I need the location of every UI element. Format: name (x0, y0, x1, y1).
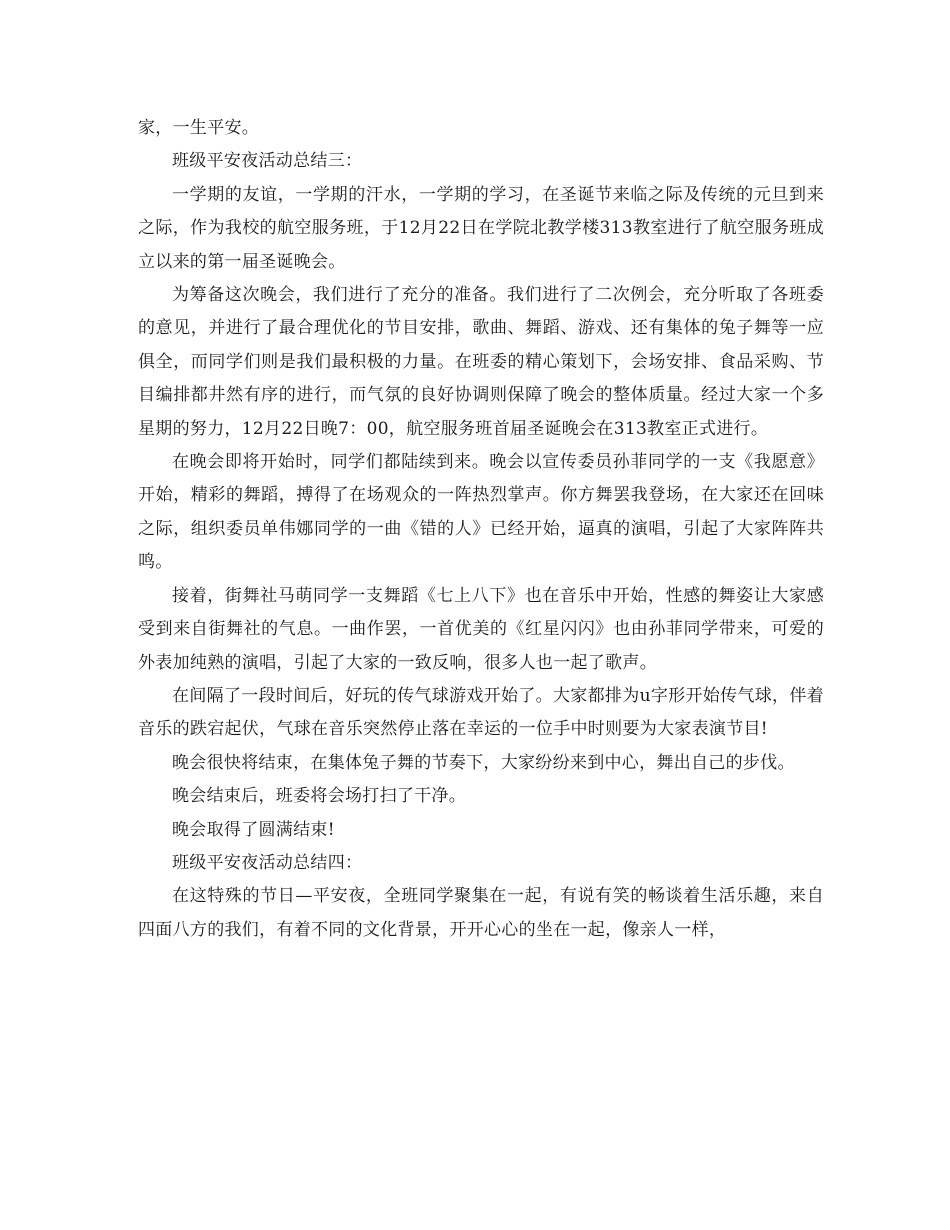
paragraph-conclusion: 晚会取得了圆满结束! (172, 819, 335, 840)
paragraph-preparation: 为筹备这次晚会，我们进行了充分的准备。我们进行了二次例会，充分听取了各班委的意见，并进行了最合理优化的节目安排，歌曲、舞蹈、游戏、还有集体的兔子舞等一应俱全，而同学们则是我们最积极的力量。在班委的精心策划下，会场安排、食品采购、节目编排都井然有序的进行，而气氛的良好协调则保障了晚会的整体质量。经过大家一个多星期的努力，12月22日晚7：00，航空服务班首届圣诞晚会在313教室正式进行。 (138, 285, 824, 439)
paragraph-cleanup: 晚会结束后，班委将会场打扫了干净。 (172, 786, 467, 807)
paragraph-performances: 接着，街舞社马萌同学一支舞蹈《七上八下》也在音乐中开始，性感的舞姿让大家感受到来自街舞社的气息。一曲作罢，一首优美的《红星闪闪》也由孙菲同学带来，可爱的外表加纯熟的演唱，引起了大家的一致反响，很多人也一起了歌声。 (138, 585, 824, 673)
paragraph-party-opening: 在晚会即将开始时，同学们都陆续到来。晚会以宣传委员孙菲同学的一支《我愿意》开始，精彩的舞蹈，搏得了在场观众的一阵热烈掌声。你方舞罢我登场，在大家还在回味之际，组织委员单伟娜同学的一曲《错的人》已经开始，逼真的演唱，引起了大家阵阵共鸣。 (138, 452, 824, 573)
document-body (138, 112, 824, 947)
paragraph-continued-ending: 家，一生平安。 (138, 118, 260, 138)
section-heading-summary-three: 班级平安夜活动总结三： (172, 151, 363, 172)
section-heading-summary-four: 班级平安夜活动总结四： (172, 852, 363, 873)
paragraph-christmas-eve-gathering: 在这特殊的节日—平安夜，全班同学聚集在一起，有说有笑的畅谈着生活乐趣，来自四面八方的我们，有着不同的文化背景，开开心心的坐在一起，像亲人一样， (138, 886, 824, 940)
paragraph-balloon-game: 在间隔了一段时间后，好玩的传气球游戏开始了。大家都排为u字形开始传气球，伴着音乐的跌宕起伏，气球在音乐突然停止落在幸运的一位手中时则要为大家表演节目! (138, 685, 824, 740)
paragraph-bunny-dance: 晚会很快将结束，在集体兔子舞的节奏下，大家纷纷来到中心，舞出自己的步伐。 (172, 752, 795, 773)
paragraph-intro-christmas-party: 一学期的友谊，一学期的汗水，一学期的学习，在圣诞节来临之际及传统的元旦到来之际，作为我校的航空服务班，于12月22日在学院北教学楼313教室进行了航空服务班成立以来的第一届圣诞晚会。 (138, 184, 824, 272)
